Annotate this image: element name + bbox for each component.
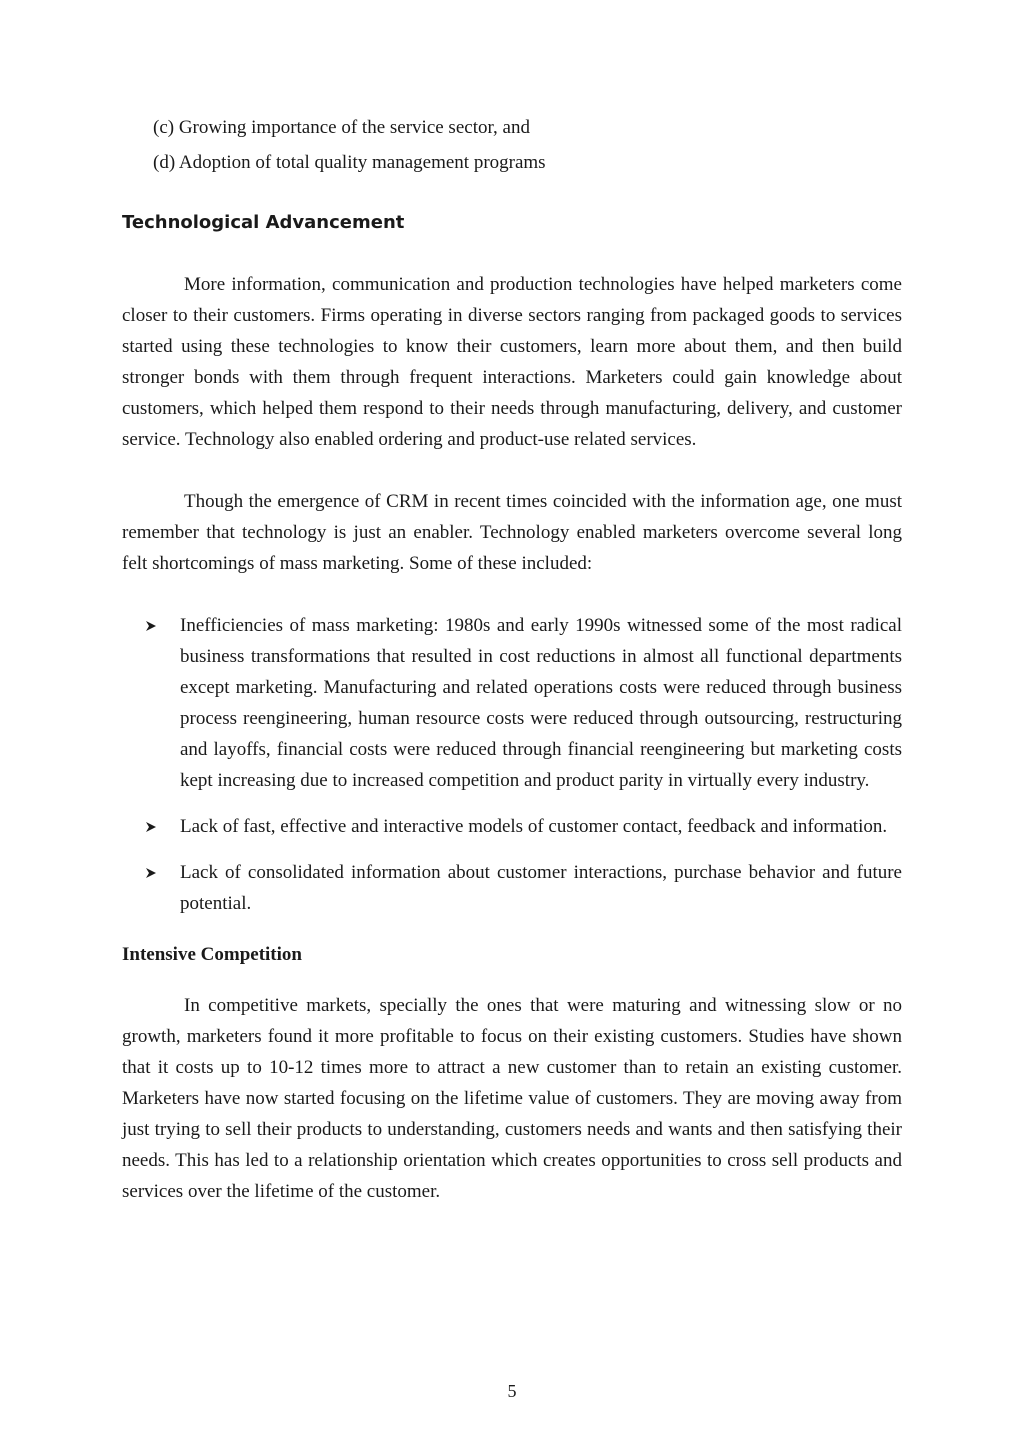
paragraph-technology-2: Though the emergence of CRM in recent times coincided with the information age, one must remember that technology is just an enabler. Technology enabled marketers overcome several long felt shortcomings of mass marketing. Some of these included:	[122, 491, 902, 574]
paragraph-technology-1: More information, communication and production technologies have helped marketers come closer to their customers. Firms operating in diverse sectors ranging from packaged goods to services started using these technologies to know their customers, learn more about them, and then build stronger bonds with them through frequent interactions. Marketers could gain knowledge about customers, which helped them respond to their needs through manufacturing, delivery, and customer service. Technology also enabled ordering and product-use related services.	[122, 274, 902, 450]
paragraph-competition: In competitive markets, specially the ones that were maturing and witnessing slow or no growth, marketers found it more profitable to focus on their existing customers. Studies have shown that it costs up to 10-12 times more to attract a new customer than to retain an existing customer. Marketers have now started focusing on the lifetime value of customers. They are moving away from just trying to sell their products to understanding, customers needs and wants and then satisfying their needs. This has led to a relationship orientation which creates opportunities to cross sell products and services over the lifetime of the customer.	[122, 995, 902, 1202]
page-number: 5	[507, 1381, 517, 1401]
shortcomings-list	[122, 610, 902, 919]
arrowhead-bullet-icon	[146, 811, 160, 842]
bullet-text: Lack of fast, effective and interactive models of customer contact, feedback and information.	[180, 816, 888, 837]
section-heading-technological-advancement: Technological Advancement	[122, 212, 405, 233]
arrowhead-bullet-icon	[146, 610, 160, 641]
list-item	[122, 811, 902, 842]
document-page	[122, 112, 902, 1207]
list-item	[122, 857, 902, 919]
bullet-text: Lack of consolidated information about customer interactions, purchase behavior and future potential.	[180, 862, 902, 914]
list-item-c: (c) Growing importance of the service sector, and	[153, 117, 530, 138]
section-heading-intensive-competition: Intensive Competition	[122, 944, 302, 965]
list-item-d: (d) Adoption of total quality management programs	[153, 152, 546, 173]
arrowhead-bullet-icon	[146, 857, 160, 888]
list-item	[122, 610, 902, 796]
bullet-text: Inefficiencies of mass marketing: 1980s and early 1990s witnessed some of the most radical business transformations that resulted in cost reductions in almost all functional departments except marketing. Manufacturing and related operations costs were reduced through business process reengineering, human resource costs were reduced through outsourcing, restructuring and layoffs, financial costs were reduced through financial reengineering but marketing costs kept increasing due to increased competition and product parity in virtually every industry.	[180, 615, 902, 791]
